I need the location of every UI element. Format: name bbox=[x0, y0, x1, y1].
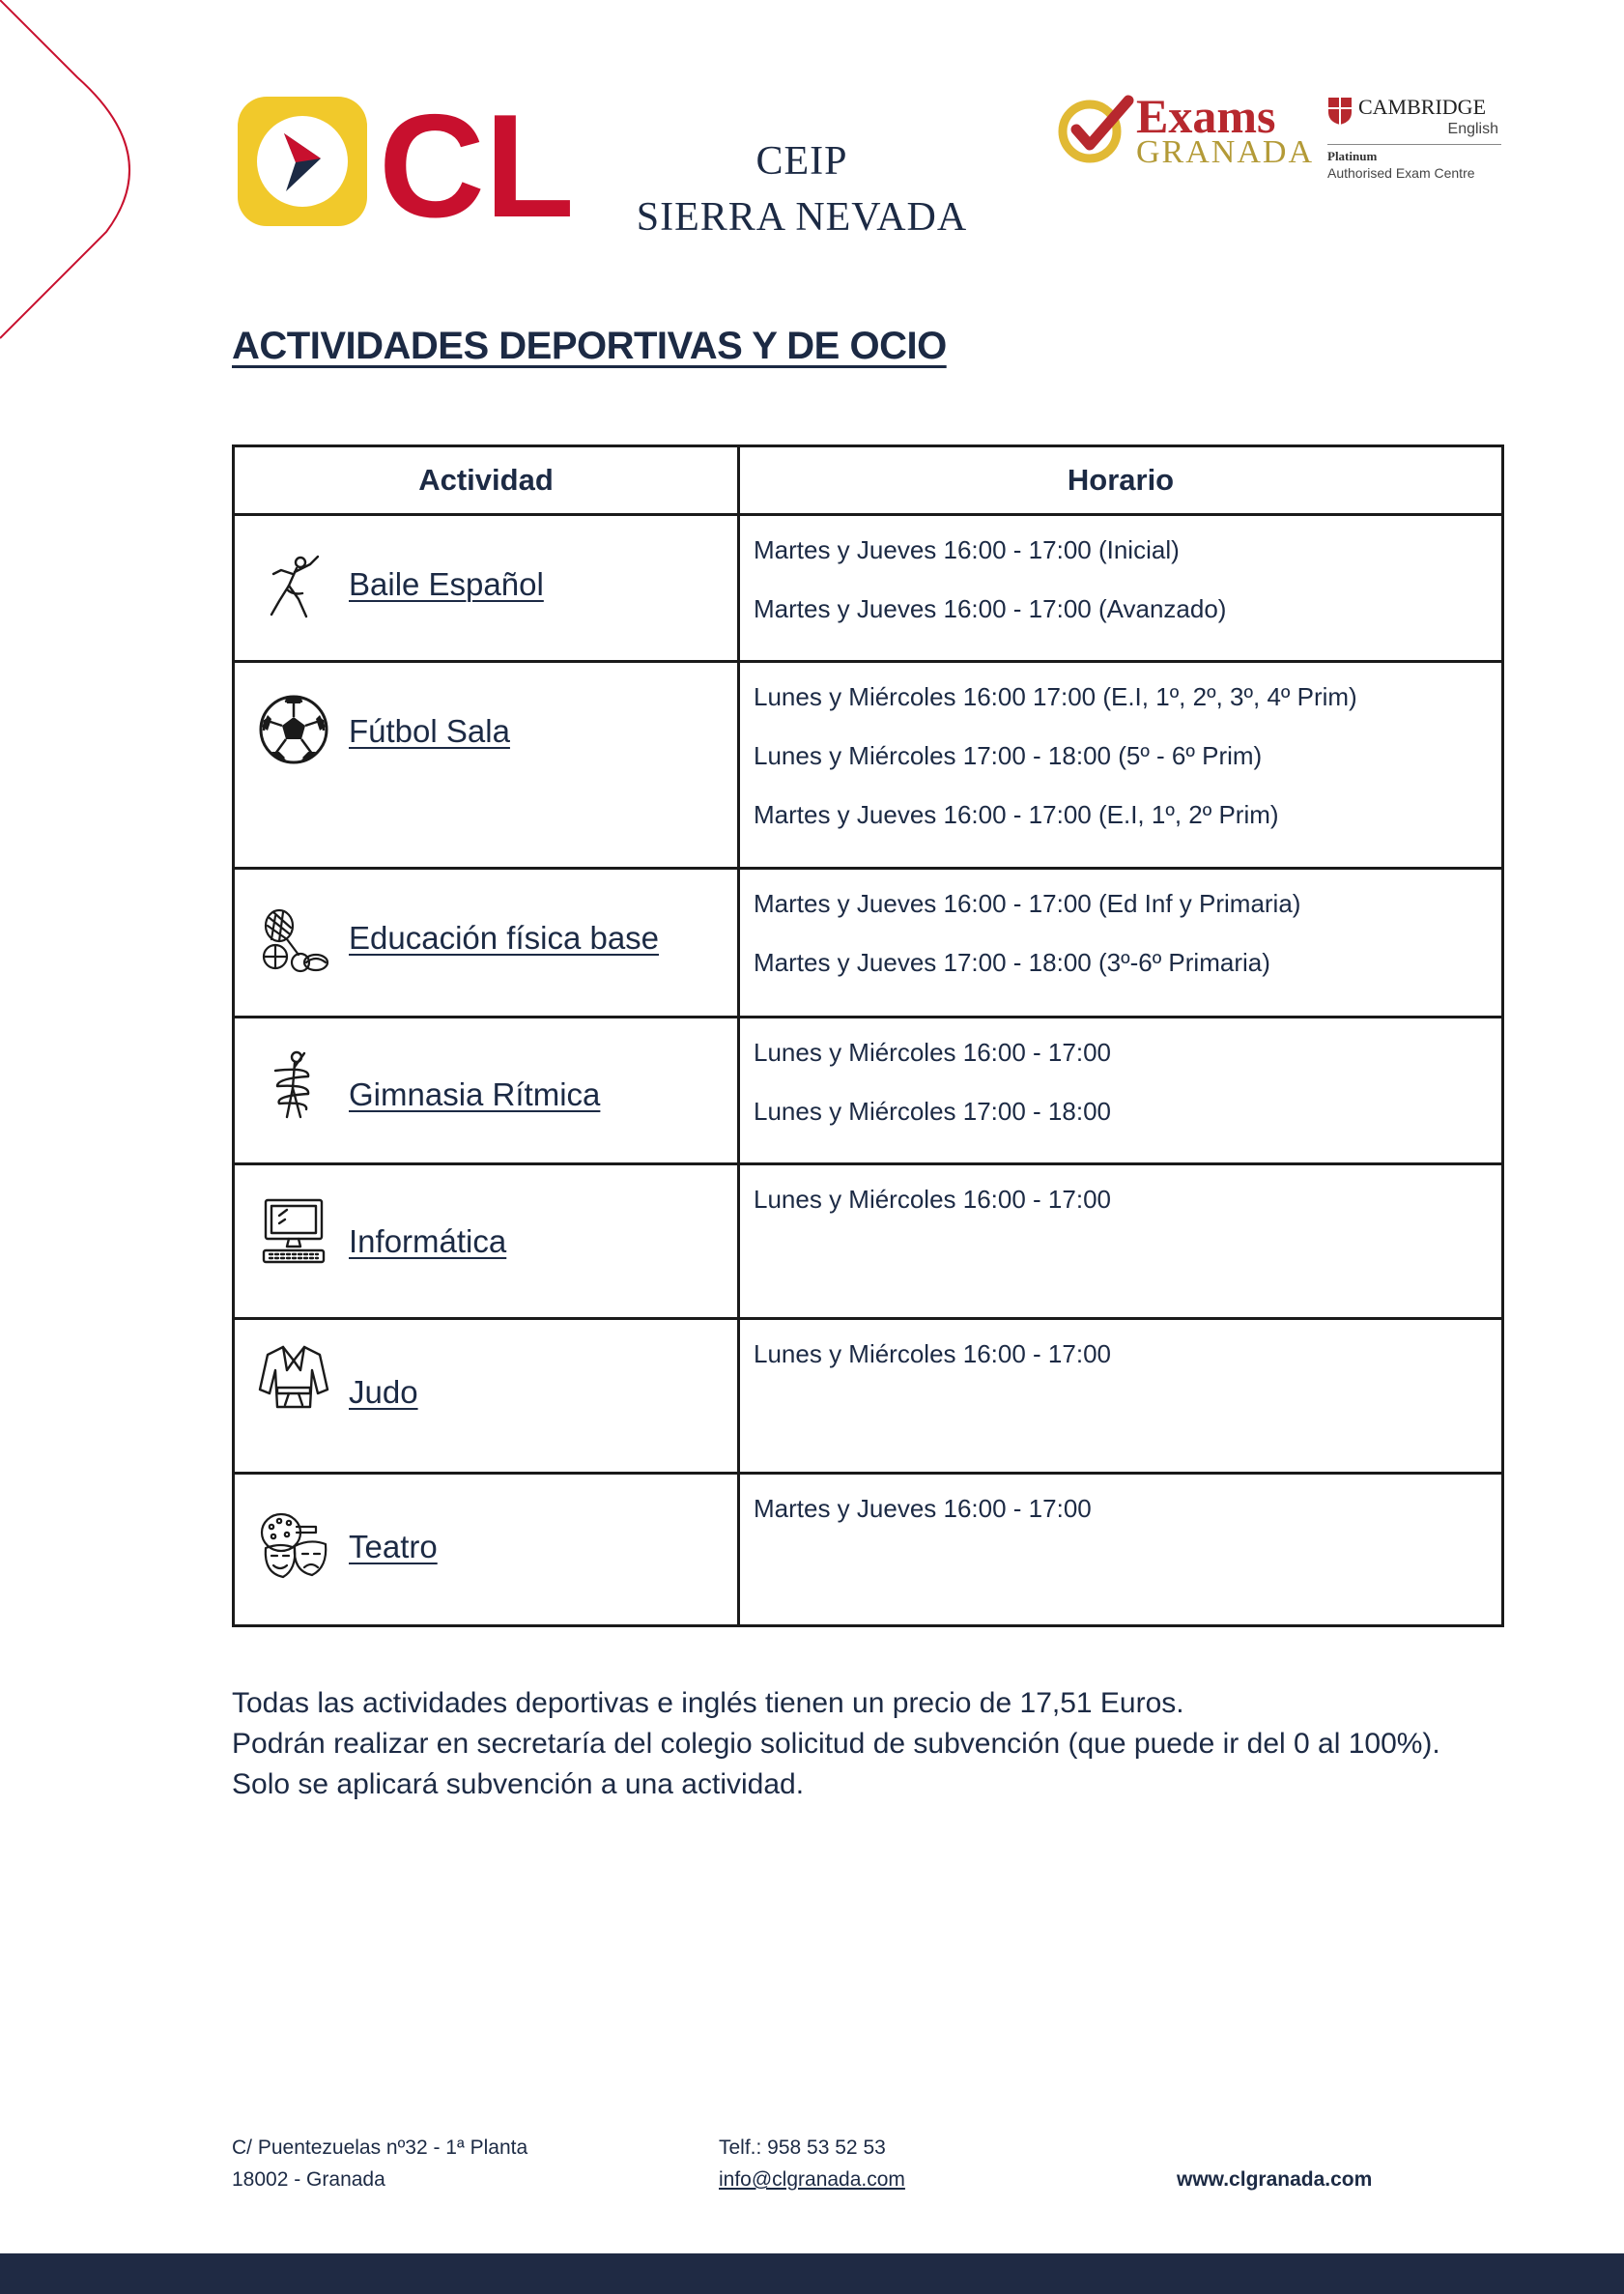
cambridge-authorised: Authorised Exam Centre bbox=[1327, 165, 1475, 181]
footer-phone: Telf.: 958 53 52 53 bbox=[719, 2136, 886, 2159]
activities-table bbox=[232, 444, 1504, 1627]
cambridge-shield-icon bbox=[1327, 97, 1353, 126]
activity-link[interactable]: Gimnasia Rítmica bbox=[349, 1076, 601, 1112]
note-price: Todas las actividades deportivas e inglés tienen un precio de 17,51 Euros. bbox=[232, 1687, 1184, 1719]
table-row bbox=[234, 1164, 1503, 1319]
school-name-line1: CEIP bbox=[755, 139, 848, 184]
notes bbox=[232, 1683, 1440, 1805]
schedule-line: Lunes y Miércoles 17:00 - 18:00 (5º - 6º Prim) bbox=[754, 741, 1263, 770]
activity-cell bbox=[234, 1018, 739, 1164]
schedule-cell bbox=[739, 515, 1503, 662]
schedule-line: Martes y Jueves 17:00 - 18:00 (3º-6º Primaria) bbox=[754, 948, 1270, 977]
activity-link[interactable]: Teatro bbox=[349, 1529, 438, 1564]
footer-contact bbox=[719, 2132, 905, 2195]
school-name-line2: SIERRA NEVADA bbox=[636, 195, 968, 240]
header-actividad: Actividad bbox=[234, 446, 739, 515]
schedule-cell bbox=[739, 1018, 1503, 1164]
corner-decoration bbox=[0, 0, 164, 348]
cambridge-logo bbox=[1325, 95, 1504, 184]
cambridge-divider bbox=[1327, 144, 1501, 145]
rhythmic-gymnast-icon bbox=[258, 1049, 329, 1121]
schedule-cell bbox=[739, 1474, 1503, 1626]
activity-cell bbox=[234, 1474, 739, 1626]
schedule-cell bbox=[739, 1164, 1503, 1319]
schedule-line: Lunes y Miércoles 16:00 - 17:00 bbox=[754, 1038, 1111, 1067]
footer-address-line1: C/ Puentezuelas nº32 - 1ª Planta bbox=[232, 2136, 528, 2159]
schedule-cell bbox=[739, 869, 1503, 1018]
activity-link[interactable]: Judo bbox=[349, 1374, 418, 1410]
activity-cell bbox=[234, 515, 739, 662]
soccer-ball-icon bbox=[258, 694, 329, 765]
cambridge-name: CAMBRIDGE bbox=[1358, 95, 1487, 119]
check-badge-icon bbox=[1055, 95, 1134, 164]
schedule-line: Lunes y Miércoles 16:00 - 17:00 bbox=[754, 1339, 1111, 1368]
schedule-cell bbox=[739, 1319, 1503, 1474]
table-row bbox=[234, 1018, 1503, 1164]
granada-word: GRANADA bbox=[1136, 134, 1314, 170]
footer-address-line2: 18002 - Granada bbox=[232, 2168, 385, 2191]
computer-icon bbox=[258, 1194, 329, 1266]
activity-cell bbox=[234, 1319, 739, 1474]
footer-website-link[interactable]: www.clgranada.com bbox=[1177, 2168, 1373, 2191]
footer-address bbox=[232, 2132, 527, 2195]
table-row bbox=[234, 1319, 1503, 1474]
schedule-line: Lunes y Miércoles 17:00 - 18:00 bbox=[754, 1097, 1111, 1126]
judo-gi-icon bbox=[258, 1341, 329, 1413]
cambridge-platinum: Platinum bbox=[1327, 149, 1378, 163]
school-name bbox=[541, 133, 1063, 245]
table-row bbox=[234, 515, 1503, 662]
schedule-line: Martes y Jueves 16:00 - 17:00 (E.I, 1º, 2º Prim) bbox=[754, 800, 1279, 829]
activity-link[interactable]: Educación física base bbox=[349, 920, 660, 956]
exams-granada-logo bbox=[1055, 89, 1314, 172]
schedule-line: Martes y Jueves 16:00 - 17:00 (Inicial) bbox=[754, 535, 1180, 564]
activity-link[interactable]: Fútbol Sala bbox=[349, 713, 510, 749]
schedule-line: Martes y Jueves 16:00 - 17:00 bbox=[754, 1494, 1092, 1523]
cambridge-english: English bbox=[1447, 121, 1498, 137]
table-row bbox=[234, 1474, 1503, 1626]
cl-logo-text: CL bbox=[379, 95, 575, 230]
page-title: ACTIVIDADES DEPORTIVAS Y DE OCIO bbox=[232, 325, 947, 367]
activity-cell bbox=[234, 1164, 739, 1319]
flamenco-dancer-icon bbox=[258, 551, 329, 622]
table-row bbox=[234, 869, 1503, 1018]
activity-link[interactable]: Informática bbox=[349, 1223, 507, 1259]
activity-link[interactable]: Baile Español bbox=[349, 566, 544, 602]
header-horario: Horario bbox=[739, 446, 1503, 515]
note-subsidy-request: Podrán realizar en secretaría del colegio solicitud de subvención (que puede ir del 0 al 100%). bbox=[232, 1728, 1440, 1760]
footer-bar bbox=[0, 2253, 1624, 2294]
schedule-line: Martes y Jueves 16:00 - 17:00 (Ed Inf y Primaria) bbox=[754, 889, 1301, 918]
footer-email-link[interactable]: info@clgranada.com bbox=[719, 2168, 905, 2191]
activity-cell bbox=[234, 869, 739, 1018]
table-header-row bbox=[234, 446, 1503, 515]
note-subsidy-limit: Solo se aplicará subvención a una actividad. bbox=[232, 1768, 805, 1800]
table-row bbox=[234, 662, 1503, 869]
activity-cell bbox=[234, 662, 739, 869]
theater-masks-icon bbox=[258, 1509, 329, 1581]
schedule-cell bbox=[739, 662, 1503, 869]
schedule-line: Martes y Jueves 16:00 - 17:00 (Avanzado) bbox=[754, 594, 1227, 623]
exams-word: Exams bbox=[1136, 89, 1276, 143]
schedule-line: Lunes y Miércoles 16:00 17:00 (E.I, 1º, 2º, 3º, 4º Prim) bbox=[754, 682, 1357, 711]
sports-equipment-icon bbox=[258, 904, 329, 976]
schedule-line: Lunes y Miércoles 16:00 - 17:00 bbox=[754, 1185, 1111, 1214]
